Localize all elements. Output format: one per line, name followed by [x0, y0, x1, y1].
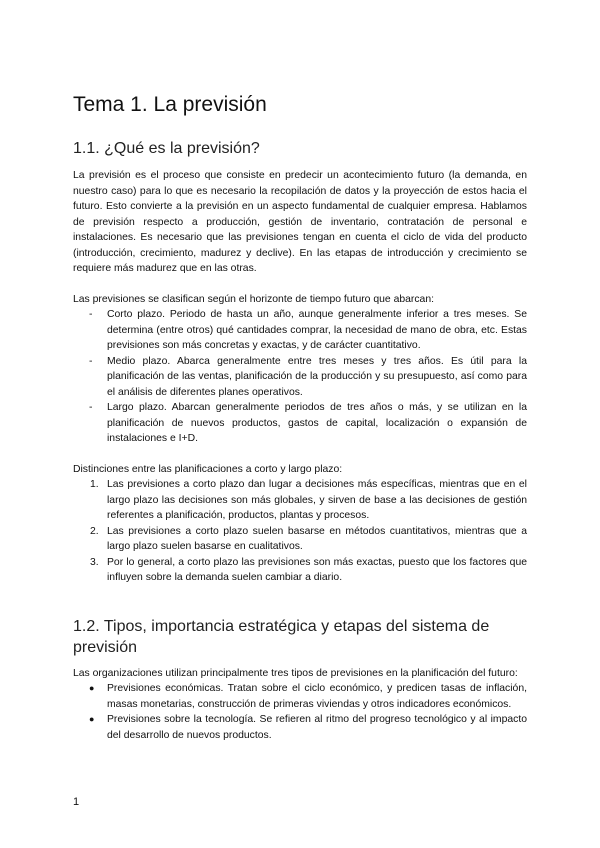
dash-marker: - [89, 309, 93, 320]
horizon-list [73, 307, 527, 447]
list-item [73, 477, 527, 524]
forecast-types-list [73, 681, 527, 743]
document-title: Tema 1. La previsión [73, 93, 267, 116]
list-item-text: Las previsiones a corto plazo suelen basarse en métodos cuantitativos, mientras que a largo plazo suelen basarse en cualitativos. [107, 525, 527, 552]
list-item [73, 524, 527, 555]
page-number: 1 [73, 796, 80, 808]
list-item-text: Por lo general, a corto plazo las previsiones son más exactas, puesto que los factores que influyen sobre la demanda suelen cambiar a diario. [107, 556, 527, 583]
list-item [73, 354, 527, 401]
section-1-heading: 1.1. ¿Qué es la previsión? [73, 140, 260, 157]
section-2-intro: Las organizaciones utilizan principalmente tres tipos de previsiones en la planificación del futuro: [73, 667, 518, 679]
item-number: 3. [90, 556, 99, 568]
bullet-icon: ● [89, 683, 95, 693]
list-item-text: Previsiones económicas. Tratan sobre el ciclo económico, y predicen tasas de inflación, masas monetarias, construcción de primeras viviendas y otros indicadores económicos. [107, 683, 527, 710]
classification-intro: Las previsiones se clasifican según el horizonte de tiempo futuro que abarcan: [73, 293, 435, 305]
list-item [73, 712, 527, 743]
list-item [73, 555, 527, 586]
section-1-intro: La previsión es el proceso que consiste en predecir un acontecimiento futuro (la demanda, en nuestro caso) para lo que es necesario la recopilación de datos y la proyección de estos hacia el futuro. Esto convierte a la previsión en un aspecto fundamental de cualquier empresa. Hablamos de previsión respecto a producción, gestión de inventario, contratación de personal e instalaciones. Es necesario que las previsiones tengan en cuenta el ciclo de vida del producto (introducción, crecimiento, madurez y declive). En las etapas de introducción y crecimiento se requiere más madurez que en las otras. [73, 170, 527, 274]
dash-marker: - [89, 402, 93, 413]
list-item [73, 307, 527, 354]
list-item [73, 681, 527, 712]
bullet-icon: ● [89, 714, 95, 724]
page-body [73, 92, 527, 743]
distinctions-intro: Distinciones entre las planificaciones a corto y largo plazo: [73, 463, 343, 475]
item-number: 1. [90, 479, 99, 490]
list-item [73, 400, 527, 447]
item-number: 2. [90, 525, 99, 537]
list-item-text: Previsiones sobre la tecnología. Se refieren al ritmo del progreso tecnológico y al impacto del desarrollo de nuevos productos. [107, 714, 527, 741]
section-2-heading: 1.2. Tipos, importancia estratégica y etapas del sistema de previsión [73, 617, 490, 656]
list-item-text: Corto plazo. Periodo de hasta un año, aunque generalmente inferior a tres meses. Se determina (entre otros) qué cantidades comprar, la necesidad de mano de obra, etc. Estas previsiones son más concretas y exactas, y de carácter cuantitativo. [107, 309, 527, 351]
list-item-text: Las previsiones a corto plazo dan lugar a decisiones más específicas, mientras que en el largo plazo las decisiones son más globales, y sirven de base a las decisiones de gestión referentes a planificación, productos, plantas y procesos. [107, 479, 527, 521]
dash-marker: - [89, 355, 93, 367]
distinctions-list [73, 477, 527, 586]
list-item-text: Medio plazo. Abarca generalmente entre tres meses y tres años. Es útil para la planificación de las ventas, planificación de la producción y su presupuesto, así como para el análisis de diferentes planes operativos. [107, 355, 527, 398]
list-item-text: Largo plazo. Abarcan generalmente periodos de tres años o más, y se utilizan en la planificación de nuevos productos, gastos de capital, localización o expansión de instalaciones e I+D. [107, 402, 527, 444]
